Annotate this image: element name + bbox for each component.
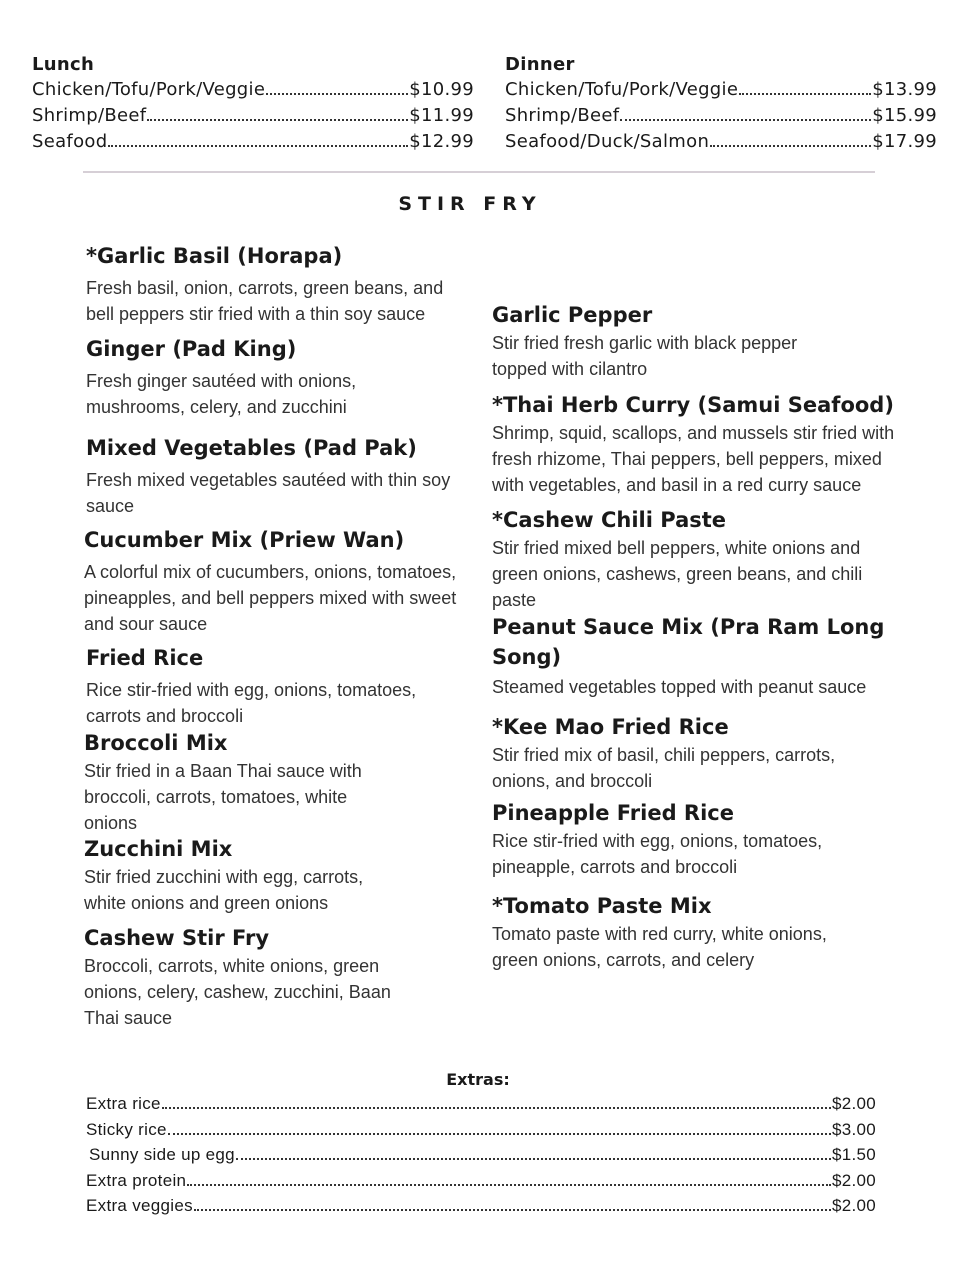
menu-item-name: Pineapple Fried Rice — [492, 801, 734, 825]
lunch-row-price: $12.99 — [409, 131, 474, 152]
extras-row-price: $3.00 — [831, 1119, 876, 1139]
lunch-price-list — [32, 54, 474, 157]
dinner-row — [505, 79, 937, 105]
menu-item — [492, 712, 862, 794]
dot-leader — [194, 1209, 831, 1211]
menu-item — [84, 923, 404, 1031]
menu-item — [86, 643, 456, 729]
menu-item-name: *Thai Herb Curry (Samui Seafood) — [492, 393, 894, 417]
extras-row — [86, 1094, 876, 1120]
menu-item-name: *Kee Mao Fried Rice — [492, 715, 729, 739]
dot-leader — [620, 119, 871, 121]
menu-item-name: Cucumber Mix (Priew Wan) — [84, 528, 405, 552]
extras-row — [86, 1145, 876, 1171]
extras-row — [86, 1196, 876, 1222]
menu-item — [492, 612, 892, 700]
menu-item-name: Peanut Sauce Mix (Pra Ram Long Song) — [492, 615, 885, 669]
menu-item — [492, 300, 852, 382]
menu-item-description: Rice stir-fried with egg, onions, tomatoes, pineapple, carrots and broccoli — [492, 831, 823, 877]
menu-item — [492, 390, 912, 498]
extras-row-price: $2.00 — [831, 1196, 876, 1215]
extras-row-price: $1.50 — [831, 1145, 876, 1164]
menu-item-description: Stir fried fresh garlic with black pepper topped with cilantro — [492, 333, 798, 379]
dot-leader — [710, 145, 871, 147]
dot-leader — [187, 1184, 831, 1186]
menu-item-description: Broccoli, carrots, white onions, green onions, celery, cashew, zucchini, Baan Thai sauce — [84, 956, 391, 1028]
menu-item — [492, 891, 872, 973]
dinner-heading: Dinner — [505, 54, 575, 75]
dinner-row-label: Seafood/Duck/Salmon — [505, 131, 710, 152]
dot-leader — [739, 93, 871, 95]
extras-row-label: Sticky rice — [86, 1119, 167, 1139]
menu-item — [86, 241, 456, 327]
lunch-row-label: Seafood — [32, 131, 108, 152]
menu-item-description: A colorful mix of cucumbers, onions, tomatoes, pineapples, and bell peppers mixed with sweet and sour sauce — [84, 562, 457, 634]
extras-row-label: Sunny side up egg — [89, 1145, 235, 1164]
extras-row — [86, 1120, 876, 1146]
section-title: STIR FRY — [398, 193, 542, 215]
menu-item-description: Steamed vegetables topped with peanut sauce — [492, 677, 867, 697]
menu-item — [86, 433, 456, 519]
extras-row-label: Extra veggies — [86, 1196, 193, 1215]
menu-item-name: Fried Rice — [86, 646, 204, 670]
section-divider — [83, 171, 875, 173]
menu-item-description: Fresh ginger sautéed with onions, mushrooms, celery, and zucchini — [86, 371, 357, 417]
dot-leader — [147, 119, 408, 121]
extras-price-list — [86, 1094, 876, 1222]
dot-leader — [162, 1107, 831, 1109]
menu-item-description: Fresh mixed vegetables sautéed with thin soy sauce — [86, 470, 451, 516]
dinner-row-price: $17.99 — [872, 131, 937, 152]
lunch-heading: Lunch — [32, 54, 95, 75]
menu-item-description: Stir fried mix of basil, chili peppers, carrots, onions, and broccoli — [492, 745, 836, 791]
menu-item-name: *Tomato Paste Mix — [492, 894, 712, 918]
menu-item-name: *Garlic Basil (Horapa) — [86, 244, 343, 268]
extras-row — [86, 1171, 876, 1197]
extras-row-price: $2.00 — [831, 1094, 876, 1113]
menu-item-name: Zucchini Mix — [84, 837, 233, 861]
menu-item-name: Broccoli Mix — [84, 731, 228, 755]
menu-item-name: Mixed Vegetables (Pad Pak) — [86, 436, 417, 460]
dinner-row — [505, 131, 937, 157]
menu-item-description: Stir fried mixed bell peppers, white onions and green onions, cashews, green beans, and chili paste — [492, 538, 863, 610]
menu-item-name: Garlic Pepper — [492, 303, 653, 327]
menu-item — [86, 334, 456, 420]
dinner-row-label: Shrimp/Beef — [505, 105, 620, 126]
menu-item-description: Fresh basil, onion, carrots, green beans, and bell peppers stir fried with a thin soy sauce — [86, 278, 444, 324]
dinner-price-list — [505, 54, 937, 157]
lunch-row-price: $10.99 — [409, 79, 474, 100]
menu-item — [84, 728, 384, 836]
menu-item — [492, 505, 882, 613]
menu-item-name: *Cashew Chili Paste — [492, 508, 727, 532]
menu-item-name: Cashew Stir Fry — [84, 926, 270, 950]
dot-leader — [168, 1133, 831, 1135]
menu-item — [84, 834, 404, 916]
menu-item-name: Ginger (Pad King) — [86, 337, 297, 361]
lunch-row-price: $11.99 — [409, 105, 474, 126]
menu-item-description: Stir fried zucchini with egg, carrots, white onions and green onions — [84, 867, 364, 913]
lunch-row-label: Chicken/Tofu/Pork/Veggie — [32, 79, 266, 100]
menu-item-description: Rice stir-fried with egg, onions, tomatoes, carrots and broccoli — [86, 680, 417, 726]
lunch-row — [32, 79, 474, 105]
dinner-row-price: $13.99 — [872, 79, 937, 100]
extras-row-label: Extra protein — [86, 1170, 187, 1190]
dinner-row-label: Chicken/Tofu/Pork/Veggie — [505, 79, 739, 100]
menu-item — [492, 798, 862, 880]
menu-item-description: Tomato paste with red curry, white onions, green onions, carrots, and celery — [492, 924, 827, 970]
menu-item — [84, 525, 464, 637]
dot-leader — [236, 1158, 831, 1160]
lunch-row — [32, 131, 474, 157]
menu-item-description: Shrimp, squid, scallops, and mussels stir fried with fresh rhizome, Thai peppers, bell peppers, mixed with vegetables, and basil in a red curry sauce — [492, 423, 895, 495]
lunch-row — [32, 105, 474, 131]
extras-row-price: $2.00 — [831, 1170, 876, 1190]
extras-heading: Extras: — [446, 1070, 510, 1089]
extras-row-label: Extra rice — [86, 1094, 161, 1113]
dinner-row — [505, 105, 937, 131]
dot-leader — [108, 145, 408, 147]
dot-leader — [266, 93, 408, 95]
menu-item-description: Stir fried in a Baan Thai sauce with broccoli, carrots, tomatoes, white onions — [84, 761, 362, 833]
dinner-row-price: $15.99 — [872, 105, 937, 126]
lunch-row-label: Shrimp/Beef — [32, 105, 147, 126]
